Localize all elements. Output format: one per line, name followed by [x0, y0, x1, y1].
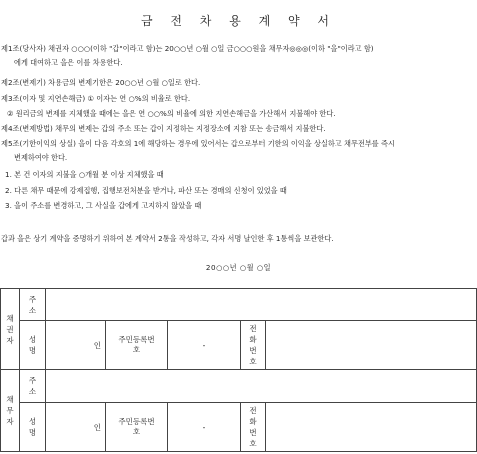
debtor-seal-label: 인 — [93, 422, 101, 432]
document-title: 금 전 차 용 계 약 서 — [140, 14, 337, 28]
contract-date: 20○○년 ○월 ○일 — [205, 263, 272, 272]
creditor-address-label: 주소 — [28, 294, 37, 315]
debtor-name-label-cell — [20, 403, 46, 452]
creditor-rrn-label: 주민등록번호 — [118, 335, 155, 354]
creditor-phone-field[interactable] — [266, 321, 477, 370]
clause-5-item-1: 1. 본 건 이자의 지불을 ○개월 분 이상 지체했을 때 — [5, 170, 164, 179]
debtor-phone-label-cell — [241, 403, 266, 452]
creditor-phone-label: 전화번호 — [249, 324, 257, 366]
creditor-address-label-cell — [20, 289, 46, 321]
creditor-name-label-cell — [20, 321, 46, 370]
debtor-address-field[interactable] — [46, 370, 477, 403]
creditor-rrn-label-cell — [106, 321, 168, 370]
clause-3-item-1: 제3조(이자 및 지연손해금) ① 이자는 연 ○%의 비율로 한다. — [1, 94, 191, 103]
creditor-phone-label-cell — [241, 321, 266, 370]
debtor-rrn-dash: - — [202, 422, 206, 432]
debtor-label-cell — [1, 370, 20, 452]
debtor-address-label-cell — [20, 370, 46, 403]
debtor-rrn-field[interactable] — [168, 403, 241, 452]
creditor-rrn-dash: - — [202, 340, 206, 350]
clause-4: 제4조(변제방법) 채무의 변제는 갑의 주소 또는 갑이 지정하는 지정장소에 지참 또는 송금해서 지불한다. — [1, 124, 326, 133]
debtor-phone-field[interactable] — [266, 403, 477, 452]
debtor-rrn-label: 주민등록번호 — [118, 417, 155, 436]
debtor-name-label: 성명 — [28, 417, 37, 437]
clause-5-item-2: 2. 다른 채무 때문에 강제집행, 집행보전처분을 받거나, 파산 또는 경매의 신청이 있었을 때 — [5, 186, 287, 195]
creditor-label-cell — [1, 289, 20, 370]
debtor-seal-cell[interactable] — [46, 403, 106, 452]
creditor-seal-cell[interactable] — [46, 321, 106, 370]
parties-table — [0, 288, 477, 452]
creditor-label: 채권자 — [6, 313, 14, 345]
creditor-rrn-field[interactable] — [168, 321, 241, 370]
clause-5-line-2: 변제하여야 한다. — [14, 153, 68, 162]
clause-2: 제2조(변제기) 차용금의 변제기한은 20○○년 ○월 ○일로 한다. — [1, 78, 201, 87]
clause-3-item-2: ② 원리금의 변제를 지체했을 때에는 을은 연 ○○%의 비율에 의한 지연손해금을 가산해서 지불해야 한다. — [7, 109, 336, 118]
creditor-seal-label: 인 — [93, 340, 101, 350]
clause-5-line-1: 제5조(기한이익의 상실) 을이 다음 각호의 1에 해당하는 경우에 있어서는 갑으로부터 기한의 이익을 상실하고 채무전부를 즉시 — [1, 139, 395, 148]
creditor-address-field[interactable] — [46, 289, 477, 321]
debtor-phone-label: 전화번호 — [249, 406, 257, 448]
clause-1-line-2: 에게 대여하고 을은 이를 차용한다. — [14, 58, 123, 67]
creditor-name-label: 성명 — [28, 335, 37, 355]
debtor-address-label: 주소 — [28, 376, 37, 396]
clause-5-item-3: 3. 을이 주소를 변경하고, 그 사실을 갑에게 고지하지 않았을 때 — [5, 201, 202, 210]
clause-1-line-1: 제1조(당사자) 채권자 ○○○(이하 "갑"이라고 함)는 20○○년 ○월 ○일 금○○○원을 채무자◎◎◎(이하 "을"이라고 함) — [1, 44, 374, 53]
closing-statement: 갑과 을은 상기 계약을 증명하기 위하여 본 계약서 2통을 작성하고, 각자 서명 날인한 후 1통씩을 보관한다. — [1, 234, 334, 243]
debtor-label: 채무자 — [6, 395, 14, 426]
debtor-rrn-label-cell — [106, 403, 168, 452]
